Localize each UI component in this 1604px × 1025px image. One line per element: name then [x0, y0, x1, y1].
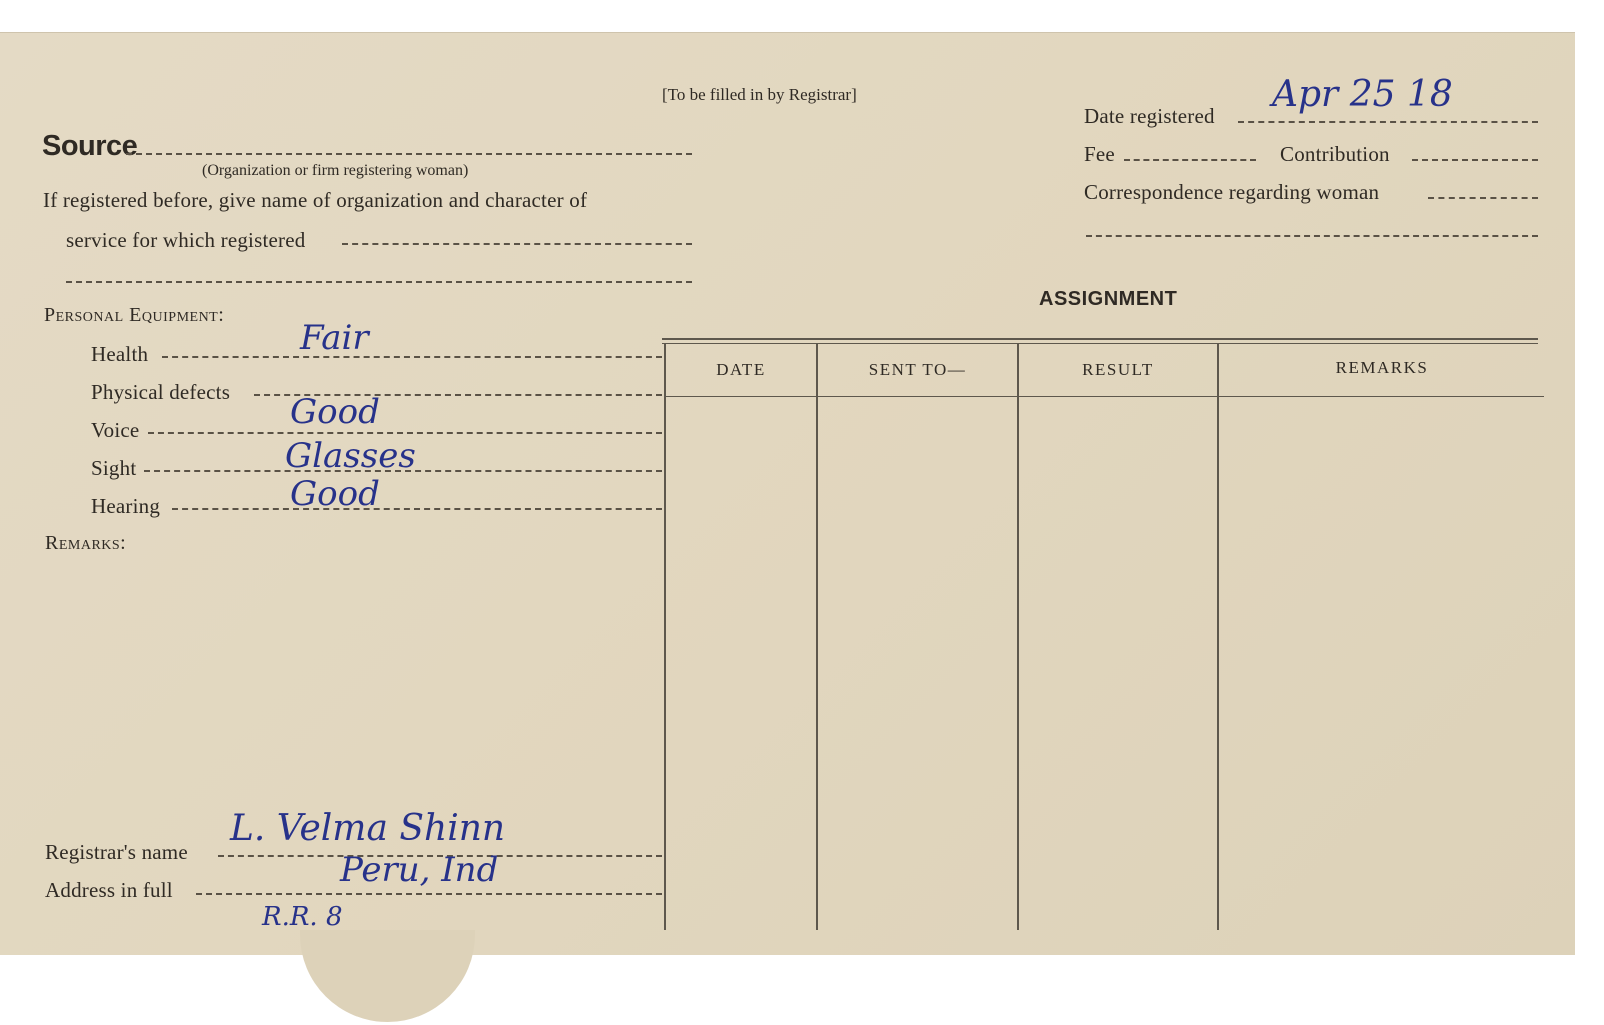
service-registered-label: service for which registered: [66, 228, 306, 252]
registrar-name-value: L. Velma Shinn: [230, 808, 506, 849]
table-left-border: [664, 344, 666, 930]
voice-line: [148, 432, 662, 434]
address-label: Address in full: [45, 878, 173, 902]
contribution-label: Contribution: [1280, 142, 1390, 166]
assignment-title: ASSIGNMENT: [1039, 288, 1178, 310]
fee-line: [1124, 159, 1256, 161]
table-header-rule: [666, 396, 1544, 397]
voice-label: Voice: [91, 418, 140, 442]
source-line: [126, 153, 692, 155]
hearing-label: Hearing: [91, 494, 161, 518]
address-value: Peru, Ind: [340, 850, 499, 890]
voice-value: Good: [290, 392, 380, 432]
table-divider-2: [1017, 344, 1019, 930]
card-tab: [300, 930, 475, 1022]
date-registered-label: Date registered: [1084, 104, 1215, 128]
sight-label: Sight: [91, 456, 137, 480]
address-line: [196, 893, 662, 895]
table-top-rule-2: [662, 343, 1538, 344]
physical-defects-label: Physical defects: [91, 380, 231, 404]
correspondence-label: Correspondence regarding woman: [1084, 180, 1380, 204]
table-top-rule: [662, 338, 1538, 340]
source-label: Source: [42, 130, 138, 162]
health-value: Fair: [300, 318, 369, 358]
registered-before-text: If registered before, give name of organization and character of: [43, 188, 588, 212]
table-divider-1: [816, 344, 818, 930]
correspondence-line: [1428, 197, 1538, 199]
remarks-label: Remarks:: [45, 532, 127, 554]
fee-label: Fee: [1084, 142, 1115, 166]
contribution-line: [1412, 159, 1538, 161]
column-header-remarks: REMARKS: [1335, 358, 1429, 377]
source-caption: (Organization or firm registering woman): [202, 162, 469, 179]
service-registered-line: [342, 243, 692, 245]
column-header-sent-to: SENT TO—: [868, 360, 967, 379]
correspondence-line-2: [1086, 235, 1538, 237]
personal-equipment-label: Personal Equipment:: [44, 304, 225, 326]
column-header-result: RESULT: [1082, 360, 1154, 379]
table-divider-3: [1217, 344, 1219, 930]
registrar-name-label: Registrar's name: [45, 840, 188, 864]
header-note: [To be filled in by Registrar]: [662, 85, 857, 104]
date-registered-line: [1238, 121, 1538, 123]
hearing-line: [172, 508, 662, 510]
column-header-date: DATE: [716, 360, 766, 379]
hearing-value: Good: [290, 474, 380, 514]
address-extra: R.R. 8: [262, 902, 343, 932]
sight-value: Glasses: [285, 436, 416, 476]
health-line: [162, 356, 662, 358]
date-registered-value: Apr 25 18: [1272, 74, 1453, 115]
service-registered-line-2: [66, 281, 692, 283]
health-label: Health: [91, 342, 149, 366]
